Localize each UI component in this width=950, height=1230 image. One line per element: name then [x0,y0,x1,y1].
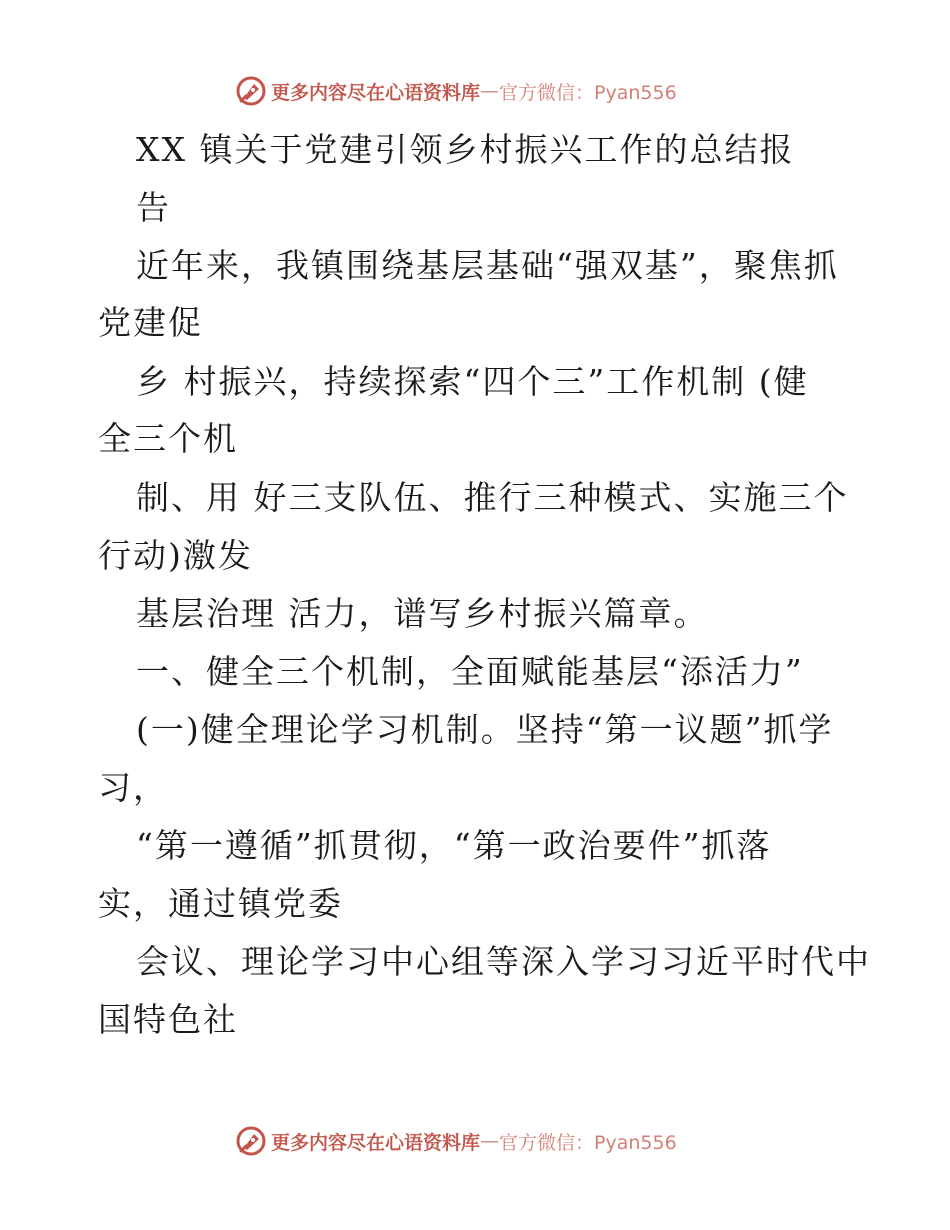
document-title-line-1: XX 镇关于党建引领乡村振兴工作的总结报 [136,130,795,169]
watermark-contact: 官方微信：Pyan556 [499,81,677,104]
watermark-separator: — [480,1130,500,1152]
paragraph-line: 制、用 好三支队伍、推行三种模式、实施三个 [136,478,849,517]
paragraph-line: (一)健全理论学习机制。坚持“第一议题”抓学 [136,710,834,749]
paragraph-line: 行动)激发 [98,536,253,575]
pen-nib-logo-icon [235,75,267,107]
paragraph-line: 基层治理 活力，谱写乡村振兴篇章。 [136,594,709,633]
paragraph-line: 近年来，我镇围绕基层基础“强双基”，聚焦抓 [136,246,839,285]
header-watermark [235,74,677,108]
paragraph-line: 习， [98,768,168,807]
paragraph-line: “第一遵循”抓贯彻，“第一政治要件”抓落 [136,826,772,865]
paragraph-line: 乡 村振兴，持续探索“四个三”工作机制 (健 [136,362,809,401]
watermark-brand: 更多内容尽在心语资料库 [271,1131,481,1154]
section-heading: 一、健全三个机制，全面赋能基层“添活力” [136,652,804,691]
watermark-separator: — [480,80,500,102]
footer-watermark [235,1124,677,1158]
watermark-contact: 官方微信：Pyan556 [499,1131,677,1154]
paragraph-line: 国特色社 [98,1000,238,1039]
paragraph-line: 会议、理论学习中心组等深入学习习近平时代中 [136,942,871,981]
watermark-brand: 更多内容尽在心语资料库 [271,81,481,104]
paragraph-line: 全三个机 [98,419,238,458]
pen-nib-logo-icon [235,1125,267,1157]
document-title-line-2: 告 [136,188,171,227]
paragraph-line: 实，通过镇党委 [98,884,343,923]
paragraph-line: 党建促 [98,303,203,342]
